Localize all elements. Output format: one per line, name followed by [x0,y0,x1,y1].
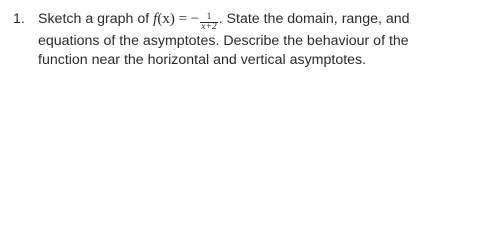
fraction-denominator: x+2 [201,22,217,32]
question-text-line1-rest: . State the domain, range, and [218,11,410,27]
question-text [38,10,473,70]
question-intro: Sketch a graph of [38,11,154,27]
equals-sign: = [174,11,191,27]
question-text-line2: equations of the asymptotes. Describe the behaviour of the [38,33,409,49]
question-number: 1. [13,11,25,27]
fraction-numerator: 1 [200,13,217,23]
question-item [13,10,473,70]
question-text-line3: function near the horizontal and vertical asymptotes. [38,52,367,68]
minus-sign: − [190,11,200,27]
function-name: f [153,11,158,27]
function-expression [153,11,199,27]
function-argument: (x) [157,11,175,27]
fraction [200,13,217,32]
